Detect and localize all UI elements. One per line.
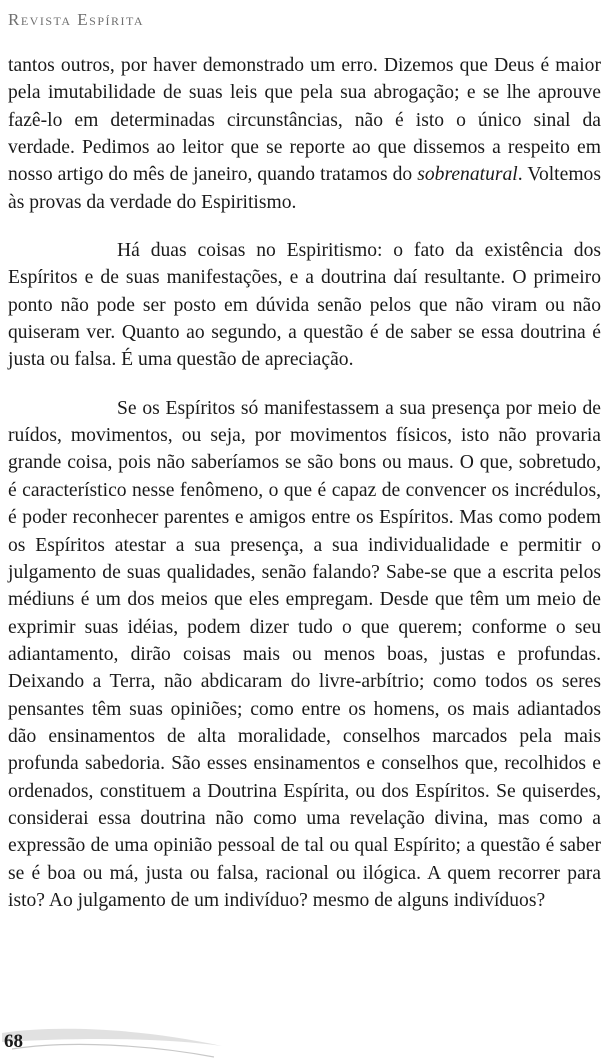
body-paragraph-2: Há duas coisas no Espiritismo: o fato da existência dos Espíritos e de suas manifestações, e a doutrina daí resultante. O primeiro ponto não pode ser posto em dúvida senão pelos que não viram ou não quiseram ver. Quanto ao segundo, a questão é de saber se essa doutrina é justa ou falsa. É uma questão de apreciação. [8, 240, 601, 371]
page-body [8, 52, 601, 914]
paragraph-1-text-end: . Voltemos às provas da verdade do Espiritismo. [8, 164, 601, 213]
running-header-title: Revista Espírita [8, 10, 145, 29]
page-number: 68 [4, 1031, 23, 1052]
paragraph-1-text-start: tantos outros, por haver demonstrado um erro. Dizemos que Deus é maior pela imutabilidade de suas leis que pela sua abrogação; e se lhe aprouve fazê-lo em determinadas circunstâncias, não é isto o único sinal da verdade. Pedimos ao leitor que se reporte ao que dissemos a respeito em nosso artigo do mês de janeiro, quando tratamos do [8, 55, 601, 186]
body-paragraph-3: Se os Espíritos só manifestassem a sua presença por meio de ruídos, movimentos, ou seja, por movimentos físicos, isto não provaria grande coisa, pois não saberíamos se são bons ou maus. O que, sobretudo, é característico nesse fenômeno, o que é capaz de convencer os incrédulos, é poder reconhecer parentes e amigos entre os Espíritos. Mas como podem os Espíritos atestar a sua presença, a sua individualidade e permitir o julgamento de suas qualidades, senão falando? Sabe-se que a escrita pelos médiuns é um dos meios que eles empregam. Desde que têm um meio de exprimir suas idéias, podem dizer tudo o que querem; conforme o seu adiantamento, dirão coisas mais ou menos boas, justas e profundas. Deixando a Terra, não abdicaram do livre-arbítrio; como todos os seres pensantes têm suas opiniões; como entre os homens, os mais adiantados dão ensinamentos de alta moralidade, conselhos marcados pela mais profunda sabedoria. São esses ensinamentos e conselhos que, recolhidos e ordenados, constituem a Doutrina Espírita, ou dos Espíritos. Se quiserdes, considerai essa doutrina não como uma revelação divina, mas como a expressão de uma opinião pessoal de tal ou qual Espírito; a questão é saber se é boa ou má, justa ou falsa, racional ou ilógica. A quem recorrer para isto? Ao julgamento de um indivíduo? mesmo de alguns indivíduos? [8, 397, 601, 911]
page-footer [0, 1026, 230, 1062]
emphasis-sobrenatural: sobrenatural [417, 164, 518, 186]
body-paragraph-1 [8, 52, 601, 216]
footer-swoosh-ornament [0, 1026, 230, 1062]
